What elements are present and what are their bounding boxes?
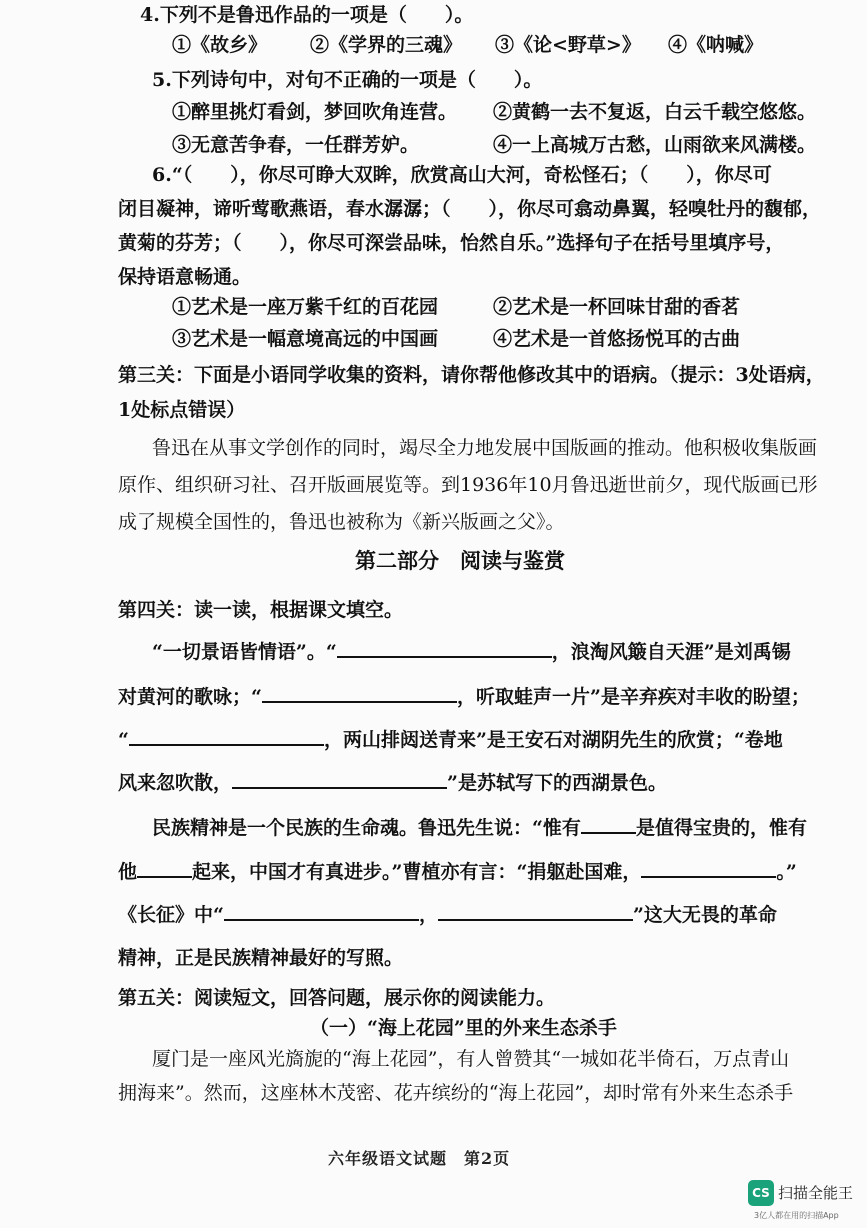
answer-blank-1[interactable] [337,638,552,658]
answer-blank-3[interactable] [129,726,324,746]
fill-line-8: 精神，正是民族精神最好的写照。 [118,947,404,969]
scanner-app-tagline: 3亿人都在用的扫描App [754,1211,839,1220]
fill-line-1 [152,637,791,664]
answer-blank-7[interactable] [641,858,776,878]
section-5-heading: 第五关：阅读短文，回答问题，展示你的阅读能力。 [118,987,556,1009]
reading-passage-line-1: 厦门是一座风光旖旎的“海上花园”，有人曾赞其“一城如花半倚石，万点青山 [152,1048,790,1070]
fill-line-1-prefix: “一切景语皆情语”。“ [152,641,337,663]
reading-passage-title: （一）“海上花园”里的外来生态杀手 [310,1017,617,1039]
page-footer: 六年级语文试题 第2页 [328,1149,511,1168]
scanner-app-name: 扫描全能王 [778,1184,854,1202]
q6-option-3: ③艺术是一幅意境高远的中国画 [172,328,439,350]
q4-option-3: ③《论<野草>》 [495,34,641,56]
fill-line-6-prefix: 他 [118,861,138,883]
scanner-watermark [748,1180,860,1220]
part-2-title: 第二部分 阅读与鉴赏 [355,548,565,573]
q6-option-1: ①艺术是一座万紫千红的百花园 [172,296,439,318]
section-4-heading: 第四关：读一读，根据课文填空。 [118,599,404,621]
answer-blank-8[interactable] [224,901,419,921]
answer-blank-6[interactable] [137,858,192,878]
section-3-passage-line-2: 原作、组织研习社、召开版画展览等。到1936年10月鲁迅逝世前夕，现代版画已形 [118,474,818,496]
fill-line-3-prefix: “ [118,729,129,751]
answer-blank-4[interactable] [232,769,447,789]
question-6-line-1: 6.“（ ），你尽可睁大双眸，欣赏高山大河，奇松怪石；（ ），你尽可 [152,164,772,186]
section-3-heading-line-2: 1处标点错误） [118,399,246,421]
scanner-logo-icon: CS [748,1180,774,1206]
fill-line-2-prefix: 对黄河的歌咏；“ [118,686,262,708]
fill-line-4-suffix: ”是苏轼写下的西湖景色。 [447,772,667,794]
fill-line-3 [118,725,783,752]
fill-line-6-middle: 起来，中国才有真进步。”曹植亦有言：“捐躯赴国难， [192,861,642,883]
q6-option-2: ②艺术是一杯回味甘甜的香茗 [493,296,741,318]
fill-line-5 [152,813,807,840]
fill-line-7-prefix: 《长征》中“ [118,904,224,926]
answer-blank-2[interactable] [262,683,457,703]
fill-line-4-prefix: 风来忽吹散， [118,772,233,794]
answer-blank-5[interactable] [581,814,636,834]
q6-option-4: ④艺术是一首悠扬悦耳的古曲 [493,328,741,350]
question-6-line-4: 保持语意畅通。 [118,266,252,288]
q4-option-2: ②《学界的三魂》 [310,34,463,56]
fill-line-5-suffix: 是值得宝贵的，惟有 [635,817,807,839]
question-4-stem: 4.下列不是鲁迅作品的一项是（ ）。 [140,4,474,26]
section-3-passage-line-1: 鲁迅在从事文学创作的同时，竭尽全力地发展中国版画的推动。他积极收集版画 [152,437,818,459]
section-3-passage-line-3: 成了规模全国性的，鲁迅也被称为《新兴版画之父》。 [118,511,565,533]
q4-option-1: ①《故乡》 [172,34,268,56]
answer-blank-9[interactable] [438,901,633,921]
reading-passage-line-2: 拥海来”。然而，这座林木茂密、花卉缤纷的“海上花园”，却时常有外来生态杀手 [118,1082,794,1104]
q5-option-1: ①醉里挑灯看剑，梦回吹角连营。 [172,101,458,123]
fill-line-2 [118,682,810,709]
fill-line-4 [118,768,667,795]
section-3-heading-line-1: 第三关：下面是小语同学收集的资料，请你帮他修改其中的语病。（提示：3处语病， [118,364,825,386]
fill-line-6-suffix: 。” [776,861,797,883]
fill-line-7 [118,900,777,927]
fill-line-7-suffix: ”这大无畏的革命 [632,904,777,926]
question-5-stem: 5.下列诗句中，对句不正确的一项是（ ）。 [152,69,543,91]
fill-line-5-prefix: 民族精神是一个民族的生命魂。鲁迅先生说：“惟有 [152,817,581,839]
fill-line-1-suffix: ，浪淘风簸自天涯”是刘禹锡 [551,641,791,663]
fill-line-2-suffix: ，听取蛙声一片”是辛弃疾对丰收的盼望； [456,686,810,708]
q4-option-4: ④《呐喊》 [668,34,764,56]
fill-line-7-comma: ， [418,904,438,926]
question-6-line-3: 黄菊的芬芳；（ ），你尽可深尝品味，怡然自乐。”选择句子在括号里填序号， [118,232,785,254]
fill-line-6 [118,857,797,884]
q5-option-3: ③无意苦争春，一任群芳妒。 [172,134,420,156]
fill-line-3-suffix: ，两山排闼送青来”是王安石对湖阴先生的欣赏；“卷地 [323,729,783,751]
q5-option-4: ④一上高城万古愁，山雨欲来风满楼。 [493,134,817,156]
question-6-line-2: 闭目凝神，谛听莺歌燕语，春水潺潺；（ ），你尽可翕动鼻翼，轻嗅牡丹的馥郁， [118,198,822,220]
q5-option-2: ②黄鹤一去不复返，白云千载空悠悠。 [493,101,817,123]
